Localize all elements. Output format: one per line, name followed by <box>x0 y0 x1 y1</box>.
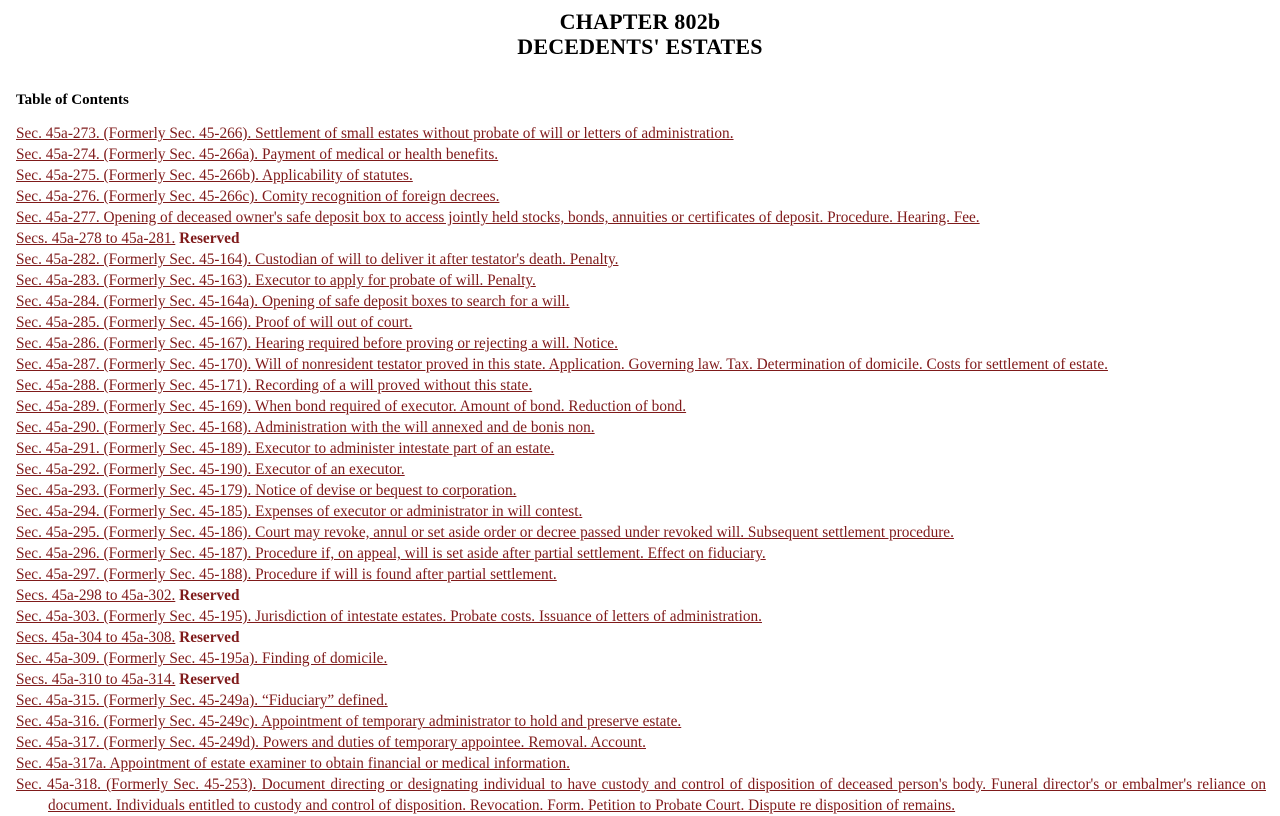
toc-entry <box>16 480 1266 501</box>
toc-section-link[interactable]: Secs. 45a-310 to 45a-314. <box>16 671 176 688</box>
toc-section-link[interactable]: Sec. 45a-293. (Formerly Sec. 45-179). Notice of devise or bequest to corporation. <box>16 482 517 499</box>
table-of-contents-list <box>0 109 1280 816</box>
toc-entry <box>16 732 1266 753</box>
toc-entry <box>16 249 1266 270</box>
toc-section-link[interactable]: Sec. 45a-290. (Formerly Sec. 45-168). Administration with the will annexed and de bonis non. <box>16 419 595 436</box>
toc-section-link[interactable]: Sec. 45a-285. (Formerly Sec. 45-166). Proof of will out of court. <box>16 314 413 331</box>
toc-entry <box>16 396 1266 417</box>
toc-entry <box>16 501 1266 522</box>
toc-entry <box>16 144 1266 165</box>
chapter-title-line-1: CHAPTER 802b <box>559 9 721 34</box>
page-title <box>0 0 1280 59</box>
table-of-contents-heading: Table of Contents <box>16 92 129 108</box>
toc-section-link[interactable]: Sec. 45a-317. (Formerly Sec. 45-249d). Powers and duties of temporary appointee. Removal. Account. <box>16 734 646 751</box>
toc-section-link[interactable]: Sec. 45a-315. (Formerly Sec. 45-249a). “Fiduciary” defined. <box>16 692 388 709</box>
toc-entry <box>16 312 1266 333</box>
toc-entry <box>16 774 1266 816</box>
toc-entry <box>16 753 1266 774</box>
toc-entry <box>16 711 1266 732</box>
toc-reserved-label: Reserved <box>179 671 240 688</box>
toc-section-link[interactable]: Sec. 45a-289. (Formerly Sec. 45-169). When bond required of executor. Amount of bond. Reduction of bond. <box>16 398 687 415</box>
toc-entry <box>16 123 1266 144</box>
toc-section-link[interactable]: Sec. 45a-284. (Formerly Sec. 45-164a). Opening of safe deposit boxes to search for a will. <box>16 293 570 310</box>
toc-section-link[interactable]: Secs. 45a-304 to 45a-308. <box>16 629 176 646</box>
toc-section-link[interactable]: Sec. 45a-316. (Formerly Sec. 45-249c). Appointment of temporary administrator to hold and preserve estate. <box>16 713 682 730</box>
toc-entry <box>16 543 1266 564</box>
toc-entry <box>16 606 1266 627</box>
toc-entry <box>16 375 1266 396</box>
toc-section-link[interactable]: Sec. 45a-292. (Formerly Sec. 45-190). Executor of an executor. <box>16 461 405 478</box>
toc-entry <box>16 417 1266 438</box>
toc-section-link[interactable]: Sec. 45a-309. (Formerly Sec. 45-195a). Finding of domicile. <box>16 650 388 667</box>
toc-entry <box>16 627 1266 648</box>
toc-section-link[interactable]: Sec. 45a-318. (Formerly Sec. 45-253). Document directing or designating individual to have custody and control of disposition of deceased person's body. Funeral director's or embalmer's reliance on document. Individuals entitled to custody and control of disposition. Revocation. Form. Petition to Probate Court. Dispute re disposition of remains. <box>16 776 1266 814</box>
toc-section-link[interactable]: Sec. 45a-296. (Formerly Sec. 45-187). Procedure if, on appeal, will is set aside after partial settlement. Effect on fiduciary. <box>16 545 766 562</box>
toc-section-link[interactable]: Sec. 45a-273. (Formerly Sec. 45-266). Settlement of small estates without probate of will or letters of administration. <box>16 125 734 142</box>
toc-entry <box>16 564 1266 585</box>
toc-reserved-label: Reserved <box>179 230 240 247</box>
toc-entry <box>16 291 1266 312</box>
toc-section-link[interactable]: Sec. 45a-287. (Formerly Sec. 45-170). Will of nonresident testator proved in this state. Application. Governing law. Tax. Determination of domicile. Costs for settlement of estate. <box>16 356 1108 373</box>
toc-section-link[interactable]: Sec. 45a-317a. Appointment of estate examiner to obtain financial or medical information. <box>16 755 570 772</box>
toc-section-link[interactable]: Sec. 45a-294. (Formerly Sec. 45-185). Expenses of executor or administrator in will contest. <box>16 503 583 520</box>
toc-reserved-label: Reserved <box>179 587 240 604</box>
toc-entry <box>16 207 1266 228</box>
toc-section-link[interactable]: Sec. 45a-277. Opening of deceased owner's safe deposit box to access jointly held stocks, bonds, annuities or certificates of deposit. Procedure. Hearing. Fee. <box>16 209 980 226</box>
toc-entry <box>16 333 1266 354</box>
toc-reserved-label: Reserved <box>179 629 240 646</box>
toc-section-link[interactable]: Sec. 45a-283. (Formerly Sec. 45-163). Executor to apply for probate of will. Penalty. <box>16 272 536 289</box>
toc-section-link[interactable]: Sec. 45a-274. (Formerly Sec. 45-266a). Payment of medical or health benefits. <box>16 146 499 163</box>
toc-entry <box>16 690 1266 711</box>
toc-entry <box>16 186 1266 207</box>
toc-entry <box>16 228 1266 249</box>
toc-section-link[interactable]: Sec. 45a-275. (Formerly Sec. 45-266b). Applicability of statutes. <box>16 167 413 184</box>
toc-section-link[interactable]: Sec. 45a-288. (Formerly Sec. 45-171). Recording of a will proved without this state. <box>16 377 533 394</box>
chapter-title-line-2: DECEDENTS' ESTATES <box>517 34 763 59</box>
toc-entry <box>16 270 1266 291</box>
toc-section-link[interactable]: Secs. 45a-298 to 45a-302. <box>16 587 176 604</box>
toc-entry <box>16 165 1266 186</box>
toc-section-link[interactable]: Sec. 45a-295. (Formerly Sec. 45-186). Court may revoke, annul or set aside order or decree passed under revoked will. Subsequent settlement procedure. <box>16 524 954 541</box>
toc-entry <box>16 522 1266 543</box>
toc-entry <box>16 354 1266 375</box>
toc-section-link[interactable]: Sec. 45a-291. (Formerly Sec. 45-189). Executor to administer intestate part of an estate. <box>16 440 555 457</box>
toc-section-link[interactable]: Sec. 45a-303. (Formerly Sec. 45-195). Jurisdiction of intestate estates. Probate costs. Issuance of letters of administration. <box>16 608 762 625</box>
toc-entry <box>16 459 1266 480</box>
toc-section-link[interactable]: Sec. 45a-286. (Formerly Sec. 45-167). Hearing required before proving or rejecting a will. Notice. <box>16 335 618 352</box>
toc-entry <box>16 648 1266 669</box>
toc-section-link[interactable]: Sec. 45a-282. (Formerly Sec. 45-164). Custodian of will to deliver it after testator's death. Penalty. <box>16 251 619 268</box>
toc-section-link[interactable]: Secs. 45a-278 to 45a-281. <box>16 230 176 247</box>
toc-entry <box>16 585 1266 606</box>
toc-section-link[interactable]: Sec. 45a-297. (Formerly Sec. 45-188). Procedure if will is found after partial settlement. <box>16 566 557 583</box>
toc-entry <box>16 438 1266 459</box>
toc-section-link[interactable]: Sec. 45a-276. (Formerly Sec. 45-266c). Comity recognition of foreign decrees. <box>16 188 500 205</box>
toc-entry <box>16 669 1266 690</box>
